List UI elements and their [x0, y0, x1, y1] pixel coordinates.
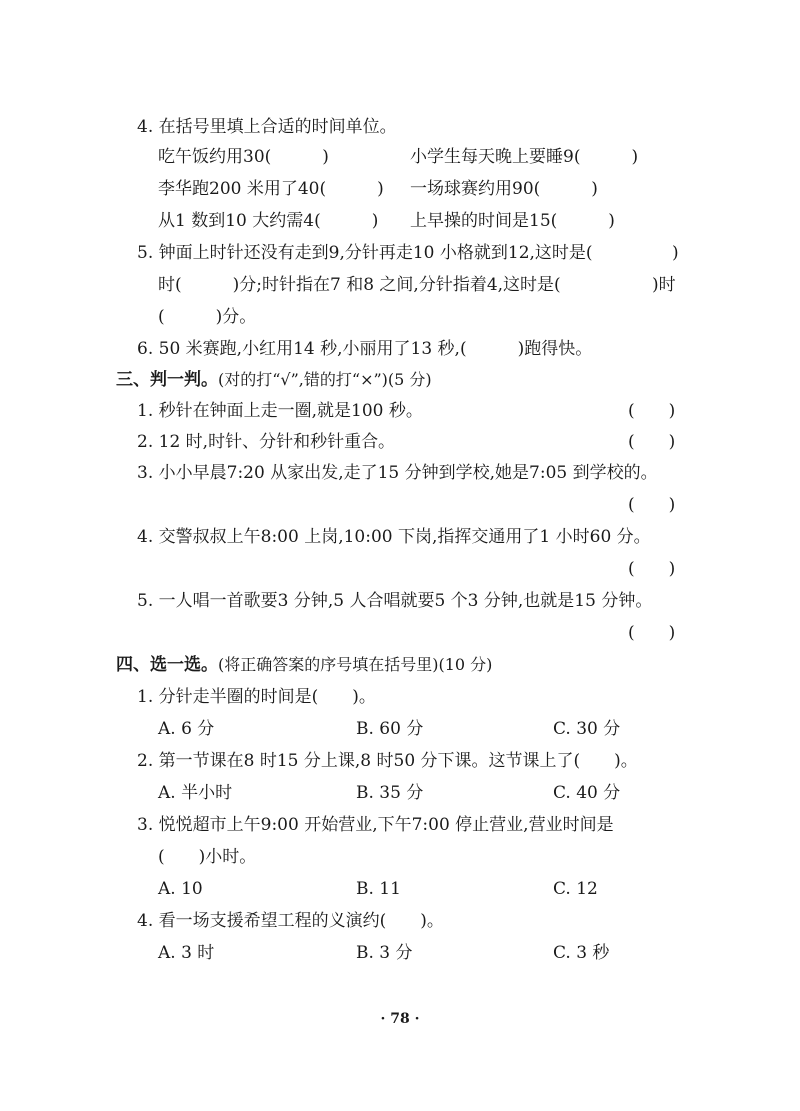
judge-item: 2. 12 时,时针、分针和秒针重合。 — [137, 432, 396, 452]
q5-line-2-end: )时 — [652, 275, 676, 295]
q4-item: 一场球赛约用90( ) — [410, 179, 598, 199]
q6-text: 6. 50 米赛跑,小红用14 秒,小丽用了13 秒,( )跑得快。 — [137, 339, 593, 359]
choice-option-c: C. 40 分 — [553, 783, 621, 803]
choice-option-b: B. 11 — [356, 879, 401, 899]
judge-item: 4. 交警叔叔上午8:00 上岗,10:00 下岗,指挥交通用了1 小时60 分。 — [137, 527, 651, 547]
q4-item: 吃午饭约用30( ) — [158, 147, 329, 167]
q5-paren-close: ) — [672, 243, 679, 263]
q4-title: 4. 在括号里填上合适的时间单位。 — [137, 117, 397, 137]
choice-option-c: C. 12 — [553, 879, 598, 899]
judge-answer-paren: ( ) — [628, 401, 676, 421]
judge-answer-paren: ( ) — [628, 559, 676, 579]
judge-item: 5. 一人唱一首歌要3 分钟,5 人合唱就要5 个3 分钟,也就是15 分钟。 — [137, 591, 653, 611]
choice-option-a: A. 10 — [158, 879, 203, 899]
q4-item: 上早操的时间是15( ) — [410, 211, 615, 231]
q5-line-2: 时( )分;时针指在7 和8 之间,分针指着4,这时是( — [158, 275, 561, 295]
choice-option-b: B. 35 分 — [356, 783, 424, 803]
choice-stem: 2. 第一节课在8 时15 分上课,8 时50 分下课。这节课上了( )。 — [137, 751, 638, 771]
q4-item: 李华跑200 米用了40( ) — [158, 179, 384, 199]
q5-line-1: 5. 钟面上时针还没有走到9,分针再走10 小格就到12,这时是( — [137, 243, 593, 263]
choice-stem: 4. 看一场支援希望工程的义演约( )。 — [137, 911, 444, 931]
judge-answer-paren: ( ) — [628, 623, 676, 643]
choice-stem-continued: ( )小时。 — [158, 847, 257, 867]
choice-option-c: C. 30 分 — [553, 719, 621, 739]
section3-heading — [116, 368, 432, 392]
judge-item: 3. 小小早晨7:20 从家出发,走了15 分钟到学校,她是7:05 到学校的。 — [137, 463, 658, 483]
section3-note: (对的打“√”,错的打“×”)(5 分) — [218, 370, 432, 389]
choice-option-a: A. 3 时 — [158, 943, 215, 963]
choice-option-a: A. 6 分 — [158, 719, 215, 739]
page-number: · 78 · — [380, 1011, 420, 1027]
q4-item: 从1 数到10 大约需4( ) — [158, 211, 379, 231]
section4-heading — [116, 653, 492, 677]
choice-option-a: A. 半小时 — [158, 783, 233, 803]
section4-title: 四、选一选。 — [116, 655, 218, 675]
choice-stem: 3. 悦悦超市上午9:00 开始营业,下午7:00 停止营业,营业时间是 — [137, 815, 614, 835]
section3-title: 三、判一判。 — [116, 370, 218, 390]
choice-option-b: B. 3 分 — [356, 943, 413, 963]
q5-line-3: ( )分。 — [158, 307, 257, 327]
choice-stem: 1. 分针走半圈的时间是( )。 — [137, 687, 376, 707]
choice-option-c: C. 3 秒 — [553, 943, 610, 963]
choice-option-b: B. 60 分 — [356, 719, 424, 739]
section4-note: (将正确答案的序号填在括号里)(10 分) — [218, 655, 493, 674]
judge-answer-paren: ( ) — [628, 432, 676, 452]
judge-answer-paren: ( ) — [628, 495, 676, 515]
judge-item: 1. 秒针在钟面上走一圈,就是100 秒。 — [137, 401, 423, 421]
q4-item: 小学生每天晚上要睡9( ) — [410, 147, 639, 167]
